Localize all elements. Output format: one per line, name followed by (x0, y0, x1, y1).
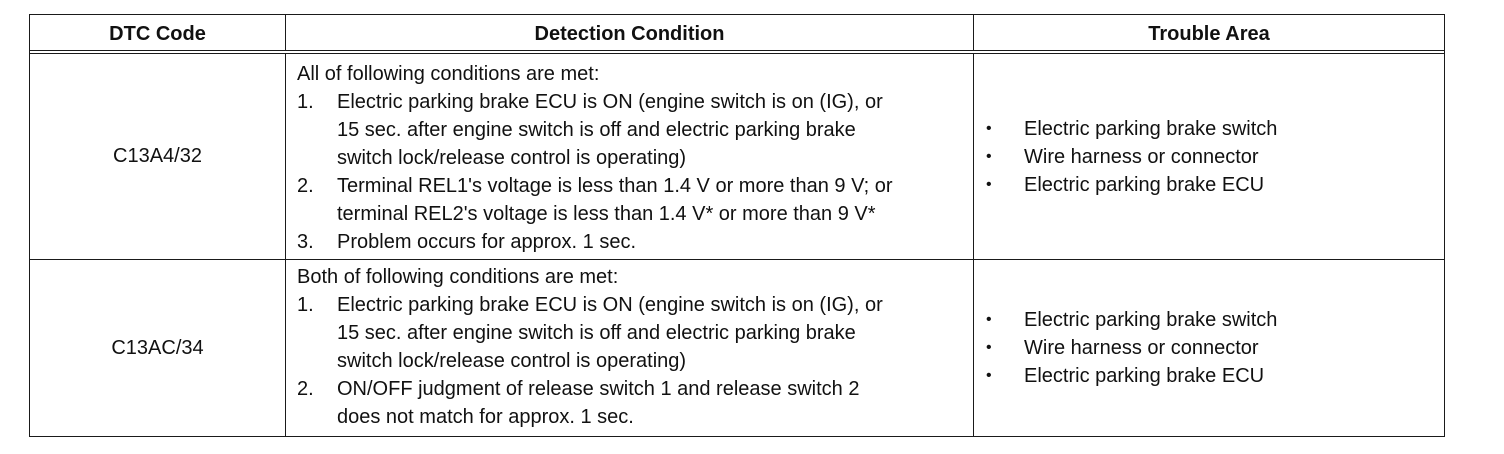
table-header-row (30, 15, 1444, 51)
bullet-icon: • (986, 119, 992, 137)
trouble-area-text: Wire harness or connector (1024, 337, 1259, 359)
bullet-icon: • (986, 339, 992, 356)
trouble-area-item (986, 171, 1444, 199)
condition-item (297, 375, 963, 431)
trouble-area-text: Wire harness or connector (1024, 145, 1259, 168)
trouble-area-item (986, 306, 1444, 334)
condition-text (337, 88, 963, 172)
table-row (30, 259, 1444, 436)
trouble-area-text: Electric parking brake ECU (1024, 365, 1265, 387)
condition-text (337, 375, 963, 431)
condition-line: Electric parking brake ECU is ON (engine switch is on (IG), or (337, 91, 883, 113)
condition-line: switch lock/release control is operating) (337, 350, 687, 372)
condition-number: 3. (297, 231, 314, 253)
header-dtc-code: DTC Code (109, 22, 206, 45)
condition-item (297, 228, 963, 256)
condition-line: terminal REL2's voltage is less than 1.4 V* or more than 9 V* (337, 203, 876, 225)
trouble-area-cell (973, 54, 1444, 259)
condition-intro: Both of following conditions are met: (297, 266, 619, 288)
header-trouble-area: Trouble Area (973, 15, 1444, 51)
condition-line: ON/OFF judgment of release switch 1 and release switch 2 (337, 378, 860, 400)
bullet-icon: • (986, 311, 992, 328)
condition-item (297, 172, 963, 228)
condition-text (337, 172, 963, 228)
trouble-area-text: Electric parking brake ECU (1024, 173, 1265, 196)
bullet-icon: • (986, 147, 992, 165)
condition-line: Terminal REL1's voltage is less than 1.4 V or more than 9 V; or (337, 175, 893, 197)
trouble-area-item (986, 143, 1444, 171)
condition-item (297, 88, 963, 172)
trouble-area-item (986, 334, 1444, 362)
condition-number: 1. (297, 294, 314, 316)
detection-condition-cell (285, 54, 973, 259)
condition-line: 15 sec. after engine switch is off and electric parking brake (337, 119, 856, 141)
dtc-code-cell: C13A4/32 (113, 145, 202, 167)
bullet-icon: • (986, 175, 992, 193)
condition-number: 2. (297, 378, 314, 400)
condition-item (297, 291, 963, 375)
trouble-area-text: Electric parking brake switch (1024, 117, 1278, 140)
condition-intro: All of following conditions are met: (297, 63, 600, 85)
condition-text (337, 291, 963, 375)
condition-line: switch lock/release control is operating) (337, 147, 687, 169)
trouble-area-cell (973, 260, 1444, 436)
table-row (30, 54, 1444, 259)
bullet-icon: • (986, 367, 992, 384)
trouble-area-text: Electric parking brake switch (1024, 309, 1278, 331)
condition-line: 15 sec. after engine switch is off and electric parking brake (337, 322, 856, 344)
dtc-code-cell: C13AC/34 (111, 336, 204, 359)
trouble-area-item (986, 115, 1444, 143)
header-detection-condition: Detection Condition (285, 15, 973, 51)
condition-number: 2. (297, 175, 314, 197)
detection-condition-cell (285, 260, 973, 436)
condition-line: Problem occurs for approx. 1 sec. (337, 231, 637, 253)
condition-line: does not match for approx. 1 sec. (337, 406, 634, 428)
trouble-area-item (986, 362, 1444, 390)
dtc-table (29, 14, 1445, 437)
condition-line: Electric parking brake ECU is ON (engine switch is on (IG), or (337, 294, 883, 316)
condition-number: 1. (297, 91, 314, 113)
condition-text (337, 228, 963, 256)
